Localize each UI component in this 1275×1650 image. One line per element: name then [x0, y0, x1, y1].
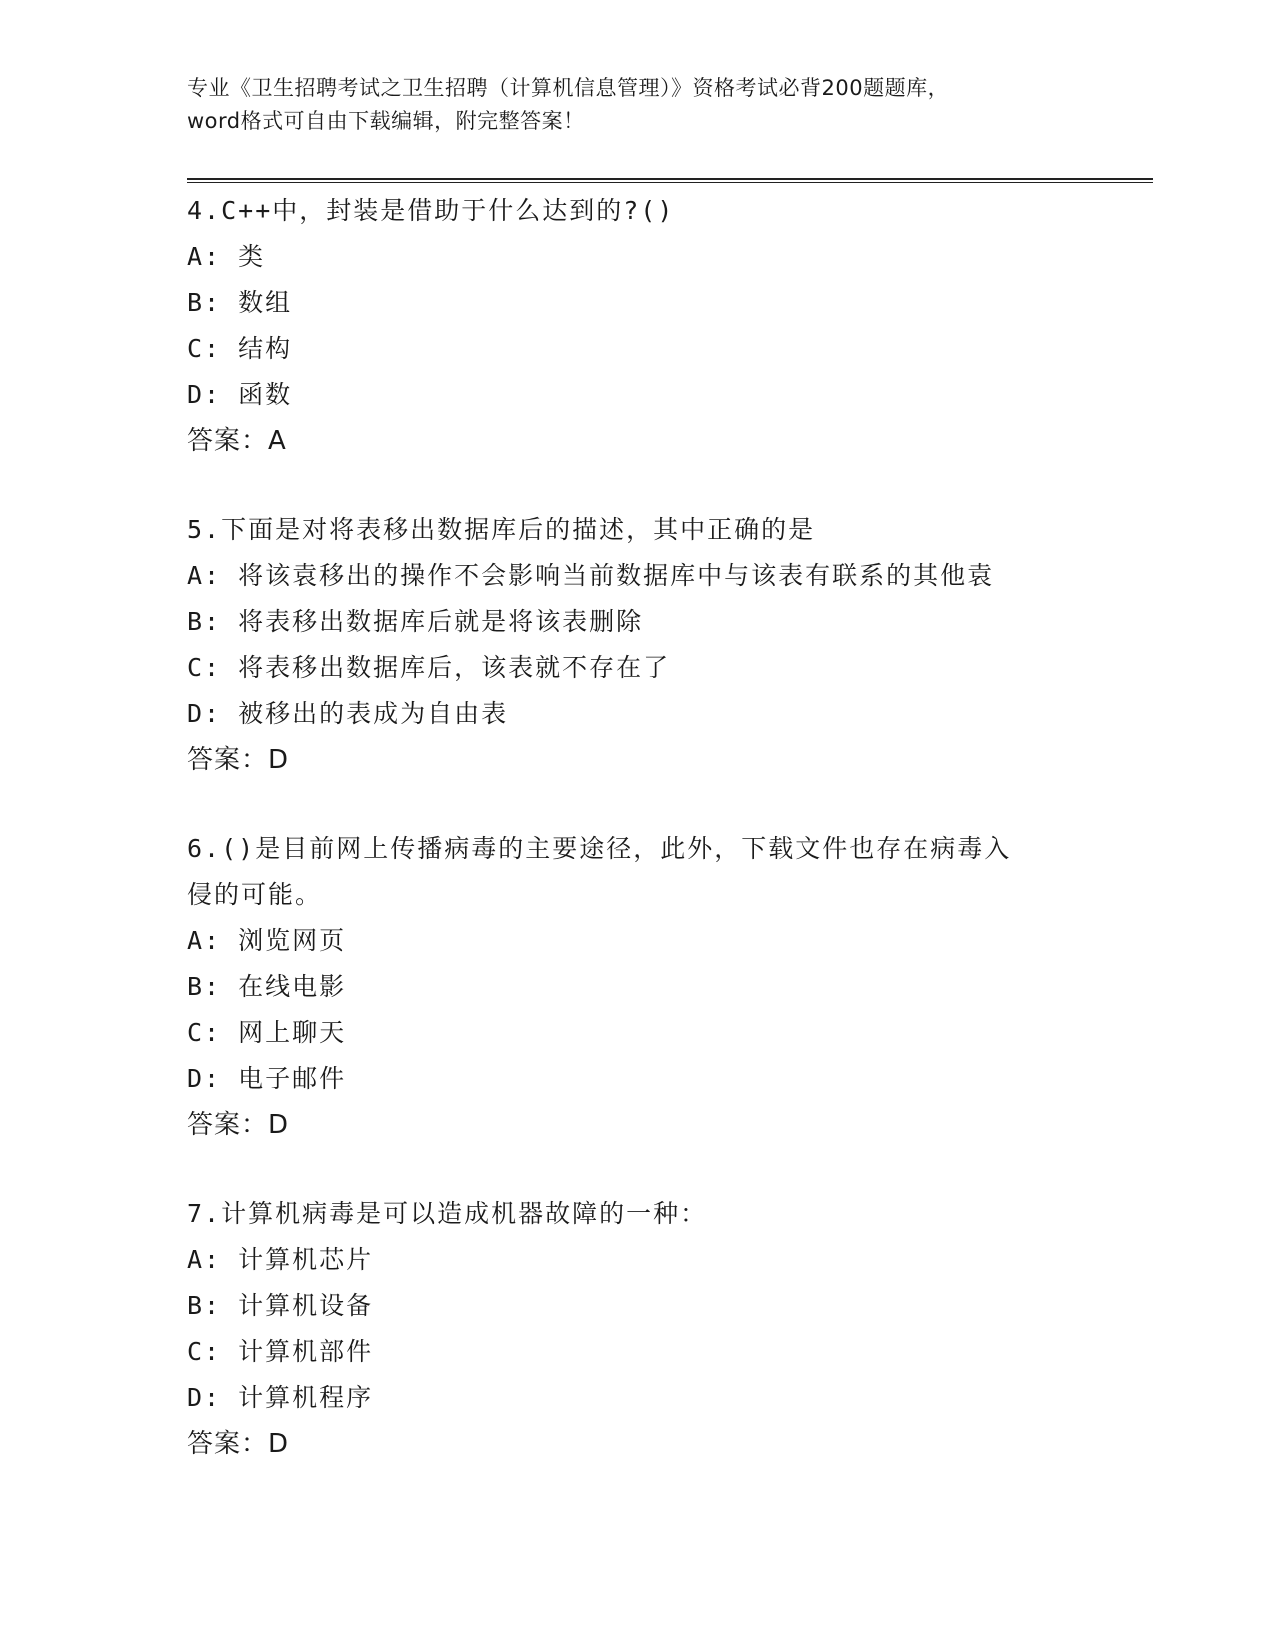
- header-line-2: word格式可自由下载编辑，附完整答案！: [187, 109, 585, 133]
- option-a: A: 计算机芯片: [187, 1245, 374, 1274]
- answer: 答案：D: [187, 745, 290, 775]
- option-c: C: 结构: [187, 334, 293, 363]
- option-d: D: 计算机程序: [187, 1383, 374, 1412]
- header-divider: [187, 178, 1153, 183]
- answer: 答案：D: [187, 1110, 290, 1140]
- answer: 答案：A: [187, 426, 287, 456]
- option-d: D: 电子邮件: [187, 1064, 347, 1093]
- header-line-1: 专业《卫生招聘考试之卫生招聘（计算机信息管理）》资格考试必背200题题库，: [187, 76, 950, 100]
- question-stem: 7.计算机病毒是可以造成机器故障的一种：: [187, 1199, 708, 1228]
- question-stem: 5.下面是对将表移出数据库后的描述，其中正确的是: [187, 515, 816, 544]
- question-5: [187, 507, 1153, 783]
- question-4: [187, 188, 1153, 464]
- option-c: C: 计算机部件: [187, 1337, 374, 1366]
- option-a: A: 类: [187, 242, 266, 271]
- question-stem: 4.C++中，封装是借助于什么达到的?(): [187, 196, 675, 225]
- option-b: B: 数组: [187, 288, 293, 317]
- option-c: C: 网上聊天: [187, 1018, 347, 1047]
- option-c: C: 将表移出数据库后，该表就不存在了: [187, 653, 671, 682]
- option-d: D: 被移出的表成为自由表: [187, 699, 509, 728]
- option-d: D: 函数: [187, 380, 293, 409]
- option-b: B: 计算机设备: [187, 1291, 374, 1320]
- document-header: [187, 72, 1087, 138]
- option-b: B: 将表移出数据库后就是将该表删除: [187, 607, 644, 636]
- question-6: [187, 826, 1153, 1148]
- answer: 答案：D: [187, 1429, 290, 1459]
- option-a: A: 浏览网页: [187, 926, 347, 955]
- option-b: B: 在线电影: [187, 972, 347, 1001]
- question-7: [187, 1191, 1153, 1467]
- question-list: [187, 188, 1153, 1467]
- option-a: A: 将该袁移出的操作不会影响当前数据库中与该表有联系的其他袁: [187, 561, 995, 590]
- question-stem: 6.()是目前网上传播病毒的主要途径，此外，下载文件也存在病毒入侵的可能。: [187, 834, 1012, 909]
